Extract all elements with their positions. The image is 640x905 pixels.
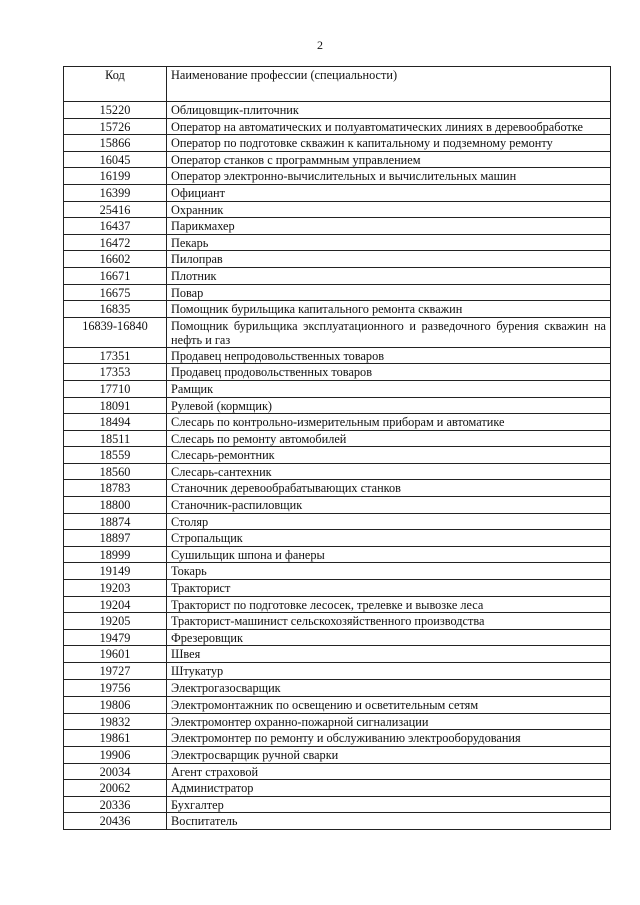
profession-name: Токарь — [167, 563, 611, 580]
profession-code: 18091 — [64, 397, 167, 414]
table-row — [64, 118, 611, 135]
table-row — [64, 267, 611, 284]
profession-name: Фрезеровщик — [167, 629, 611, 646]
profession-name: Оператор по подготовке скважин к капитальному и подземному ремонту — [167, 135, 611, 152]
profession-code: 19204 — [64, 596, 167, 613]
profession-code: 19149 — [64, 563, 167, 580]
profession-name: Охранник — [167, 201, 611, 218]
profession-code: 19861 — [64, 730, 167, 747]
table-body — [64, 102, 611, 830]
table-row — [64, 463, 611, 480]
profession-name: Слесарь-сантехник — [167, 463, 611, 480]
profession-code: 20436 — [64, 813, 167, 830]
profession-code: 16045 — [64, 151, 167, 168]
table-row — [64, 763, 611, 780]
profession-code: 18800 — [64, 497, 167, 514]
profession-code: 16437 — [64, 218, 167, 235]
table-row — [64, 679, 611, 697]
profession-name: Сушильщик шпона и фанеры — [167, 546, 611, 563]
profession-code: 15726 — [64, 118, 167, 135]
profession-code: 20062 — [64, 780, 167, 797]
table-row — [64, 251, 611, 268]
profession-name: Столяр — [167, 513, 611, 530]
table-row — [64, 347, 611, 364]
table-row — [64, 364, 611, 381]
profession-code: 16472 — [64, 234, 167, 251]
table-row — [64, 713, 611, 730]
table-row — [64, 780, 611, 797]
table-row — [64, 497, 611, 514]
profession-name: Слесарь по контрольно-измерительным приборам и автоматике — [167, 414, 611, 431]
profession-code: 15866 — [64, 135, 167, 152]
profession-code: 19906 — [64, 746, 167, 763]
profession-name: Бухгалтер — [167, 796, 611, 813]
profession-name: Слесарь-ремонтник — [167, 447, 611, 464]
profession-name: Помощник бурильщика капитального ремонта скважин — [167, 301, 611, 318]
profession-name: Тракторист — [167, 580, 611, 597]
profession-code: 19601 — [64, 646, 167, 663]
profession-code: 17710 — [64, 380, 167, 397]
profession-name: Электросварщик ручной сварки — [167, 746, 611, 763]
profession-name: Швея — [167, 646, 611, 663]
table-row — [64, 201, 611, 218]
profession-code: 19756 — [64, 679, 167, 697]
profession-name: Повар — [167, 284, 611, 301]
profession-code: 18874 — [64, 513, 167, 530]
profession-code: 18999 — [64, 546, 167, 563]
table-row — [64, 480, 611, 497]
profession-code: 16835 — [64, 301, 167, 318]
table-row — [64, 663, 611, 680]
table-row — [64, 284, 611, 301]
profession-name: Оператор на автоматических и полуавтоматических линиях в деревообработке — [167, 118, 611, 135]
profession-name: Пилоправ — [167, 251, 611, 268]
profession-name: Электрогазосварщик — [167, 679, 611, 697]
profession-code: 20336 — [64, 796, 167, 813]
table-row — [64, 746, 611, 763]
profession-code: 19203 — [64, 580, 167, 597]
profession-name: Рулевой (кормщик) — [167, 397, 611, 414]
table-row — [64, 397, 611, 414]
table-row — [64, 563, 611, 580]
table-row — [64, 317, 611, 347]
table-row — [64, 414, 611, 431]
table-row — [64, 813, 611, 830]
profession-code: 17351 — [64, 347, 167, 364]
profession-code: 18897 — [64, 530, 167, 547]
profession-code: 19832 — [64, 713, 167, 730]
profession-name: Станочник деревообрабатывающих станков — [167, 480, 611, 497]
profession-name: Продавец продовольственных товаров — [167, 364, 611, 381]
table-row — [64, 580, 611, 597]
profession-code: 18559 — [64, 447, 167, 464]
table-row — [64, 184, 611, 201]
header-code: Код — [64, 67, 167, 102]
table-row — [64, 697, 611, 714]
professions-table — [63, 66, 611, 830]
profession-name: Воспитатель — [167, 813, 611, 830]
table-row — [64, 530, 611, 547]
profession-code: 17353 — [64, 364, 167, 381]
profession-name: Рамщик — [167, 380, 611, 397]
table-row — [64, 447, 611, 464]
profession-code: 16602 — [64, 251, 167, 268]
profession-name: Электромонтажник по освещению и осветительным сетям — [167, 697, 611, 714]
profession-code: 16839-16840 — [64, 317, 167, 347]
page-number: 2 — [317, 38, 323, 52]
profession-name: Тракторист по подготовке лесосек, трелевке и вывозке леса — [167, 596, 611, 613]
profession-code: 19479 — [64, 629, 167, 646]
profession-name: Электромонтер охранно-пожарной сигнализации — [167, 713, 611, 730]
profession-name: Электромонтер по ремонту и обслуживанию электрооборудования — [167, 730, 611, 747]
profession-name: Стропальщик — [167, 530, 611, 547]
table-row — [64, 796, 611, 813]
profession-code: 20034 — [64, 763, 167, 780]
profession-code: 18494 — [64, 414, 167, 431]
table-row — [64, 301, 611, 318]
profession-name: Слесарь по ремонту автомобилей — [167, 430, 611, 447]
table-row — [64, 234, 611, 251]
header-profession-name: Наименование профессии (специальности) — [167, 67, 611, 102]
table-row — [64, 380, 611, 397]
table-row — [64, 596, 611, 613]
profession-name: Парикмахер — [167, 218, 611, 235]
table-row — [64, 730, 611, 747]
profession-code: 16675 — [64, 284, 167, 301]
profession-code: 19727 — [64, 663, 167, 680]
table-row — [64, 218, 611, 235]
table-row — [64, 168, 611, 185]
table-row — [64, 629, 611, 646]
profession-name: Оператор электронно-вычислительных и вычислительных машин — [167, 168, 611, 185]
profession-name: Администратор — [167, 780, 611, 797]
table-row — [64, 135, 611, 152]
profession-code: 18783 — [64, 480, 167, 497]
profession-name: Пекарь — [167, 234, 611, 251]
profession-name: Оператор станков с программным управлением — [167, 151, 611, 168]
profession-code: 18511 — [64, 430, 167, 447]
profession-name: Официант — [167, 184, 611, 201]
profession-name: Плотник — [167, 267, 611, 284]
table-row — [64, 151, 611, 168]
table-row — [64, 646, 611, 663]
profession-name: Тракторист-машинист сельскохозяйственного производства — [167, 613, 611, 630]
profession-code: 16671 — [64, 267, 167, 284]
profession-name: Штукатур — [167, 663, 611, 680]
profession-code: 16399 — [64, 184, 167, 201]
profession-name: Станочник-распиловщик — [167, 497, 611, 514]
table-row — [64, 430, 611, 447]
table-row — [64, 546, 611, 563]
profession-code: 25416 — [64, 201, 167, 218]
table-row — [64, 102, 611, 119]
profession-code: 19205 — [64, 613, 167, 630]
profession-code: 19806 — [64, 697, 167, 714]
table-row — [64, 513, 611, 530]
table-header-row — [64, 67, 611, 102]
profession-code: 18560 — [64, 463, 167, 480]
profession-name: Продавец непродовольственных товаров — [167, 347, 611, 364]
profession-code: 16199 — [64, 168, 167, 185]
profession-name: Агент страховой — [167, 763, 611, 780]
profession-name: Облицовщик-плиточник — [167, 102, 611, 119]
profession-code: 15220 — [64, 102, 167, 119]
profession-name: Помощник бурильщика эксплуатационного и разведочного бурения скважин на нефть и газ — [167, 317, 611, 347]
table-row — [64, 613, 611, 630]
